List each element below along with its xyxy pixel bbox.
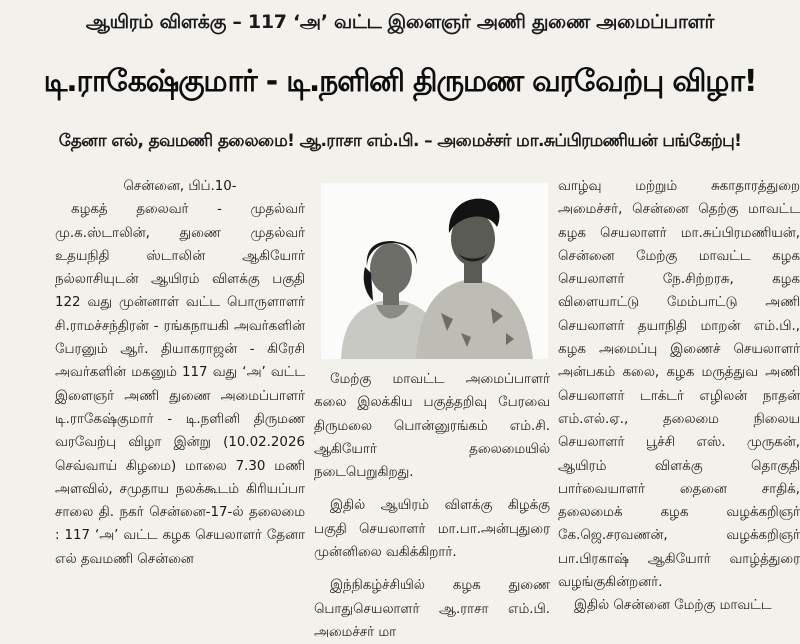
article-paragraph: இதில் சென்னை மேற்கு மாவட்ட (574, 598, 772, 614)
article-column-left (55, 175, 305, 601)
dateline: சென்னை, பிப்.10- (123, 179, 237, 194)
headline: டி.ராகேஷ்குமார் - டி.நளினி திருமண வரவேற்பு விழா! (43, 64, 757, 99)
couple-photo-illustration (321, 183, 548, 359)
subheadline: தேனா எல், தவமணி தலைமை! ஆ.ராசா எம்.பி. – அமைச்சர் மா.சுப்பிரமணியன் பங்கேற்பு! (58, 131, 742, 151)
couple-photo (321, 183, 548, 359)
article-paragraph: கழகத் தலைவர் - முதல்வர் மு.க.ஸ்டாலின், துணை முதல்வர் உதயநிதி ஸ்டாலின் ஆகியோர் நல்லாசியுடன் ஆயிரம் விளக்கு பகுதி 122 வது முன்னாள் வட்ட பொருளாளர் சி.ராமச்சந்திரன் - ரங்கநாயகி அவர்களின் பேரனும் ஆர். தியாகராஜன் - கிரேசி அவர்களின் மகனும் 117 வது ‘அ’ வட்ட இளைஞர் அணி துணை அமைப்பாளர் டி.ராகேஷ்குமார் - டி.நளினி திருமண வரவேற்பு விழா இன்று (10.02.2026 செவ்வாய் கிழமை) மாலை 7.30 மணி அளவில், சமுதாய நலக்கூடம் கிரியப்பா சாலை தி. நகர் சென்னை-17-ல் தலைமை : 117 ‘அ’ வட்ட கழக செயலாளர் தேனா எல் தவமணி சென்னை (55, 202, 305, 567)
article-column-middle (314, 368, 550, 640)
article-paragraph: மேற்கு மாவட்ட அமைப்பாளர் கலை இலக்கிய பகுத்தறிவு பேரவை திருமலை பொன்னுரங்கம் எம்.சி. ஆகியோர் தலைமையில் நடைபெறுகிறது. (314, 372, 550, 481)
article-column-right (558, 175, 800, 614)
article-paragraph: இதில் ஆயிரம் விளக்கு கிழக்கு பகுதி செயலாளர் மா.பா.அன்புதுரை முன்னிலை வகிக்கிறார். (314, 498, 550, 561)
kicker-line: ஆயிரம் விளக்கு – 117 ‘அ’ வட்ட இளைஞர் அணி துணை அமைப்பாளர் (85, 11, 715, 33)
article-paragraph: வாழ்வு மற்றும் சுகாதாரத்துறை அமைச்சர், சென்னை தெற்கு மாவட்ட கழக செயலாளர் மா.சுப்பிரமணியன், சென்னை மேற்கு மாவட்ட கழக செயலாளர் நே.சிற்றரசு, கழக விளையாட்டு மேம்பாட்டு அணி செயலாளர் தயாநிதி மாறன் எம்.பி., கழக அமைப்பு இணைச் செயலாளர் அன்பகம் கலை, கழக மருத்துவ அணி செயலாளர் டாக்டர் எழிலன் நாதன் எம்.எல்.ஏ., தலைமை நிலைய செயலாளர் பூச்சி எஸ். முருகன், ஆயிரம் விளக்கு தொகுதி பார்வையாளர் தைனை சாதிக், தலைமைக் கழக வழக்கறிஞர் கே.ஜெ.சரவணன், வழக்கறிஞர் பா.பிரகாஷ் ஆகியோர் வாழ்த்துரை வழங்குகின்றனர். (558, 179, 800, 591)
article-paragraph: இந்நிகழ்ச்சியில் கழக துணை பொதுசெயலாளர் ஆ.ராசா எம்.பி. அமைச்சர் மா (314, 578, 550, 640)
